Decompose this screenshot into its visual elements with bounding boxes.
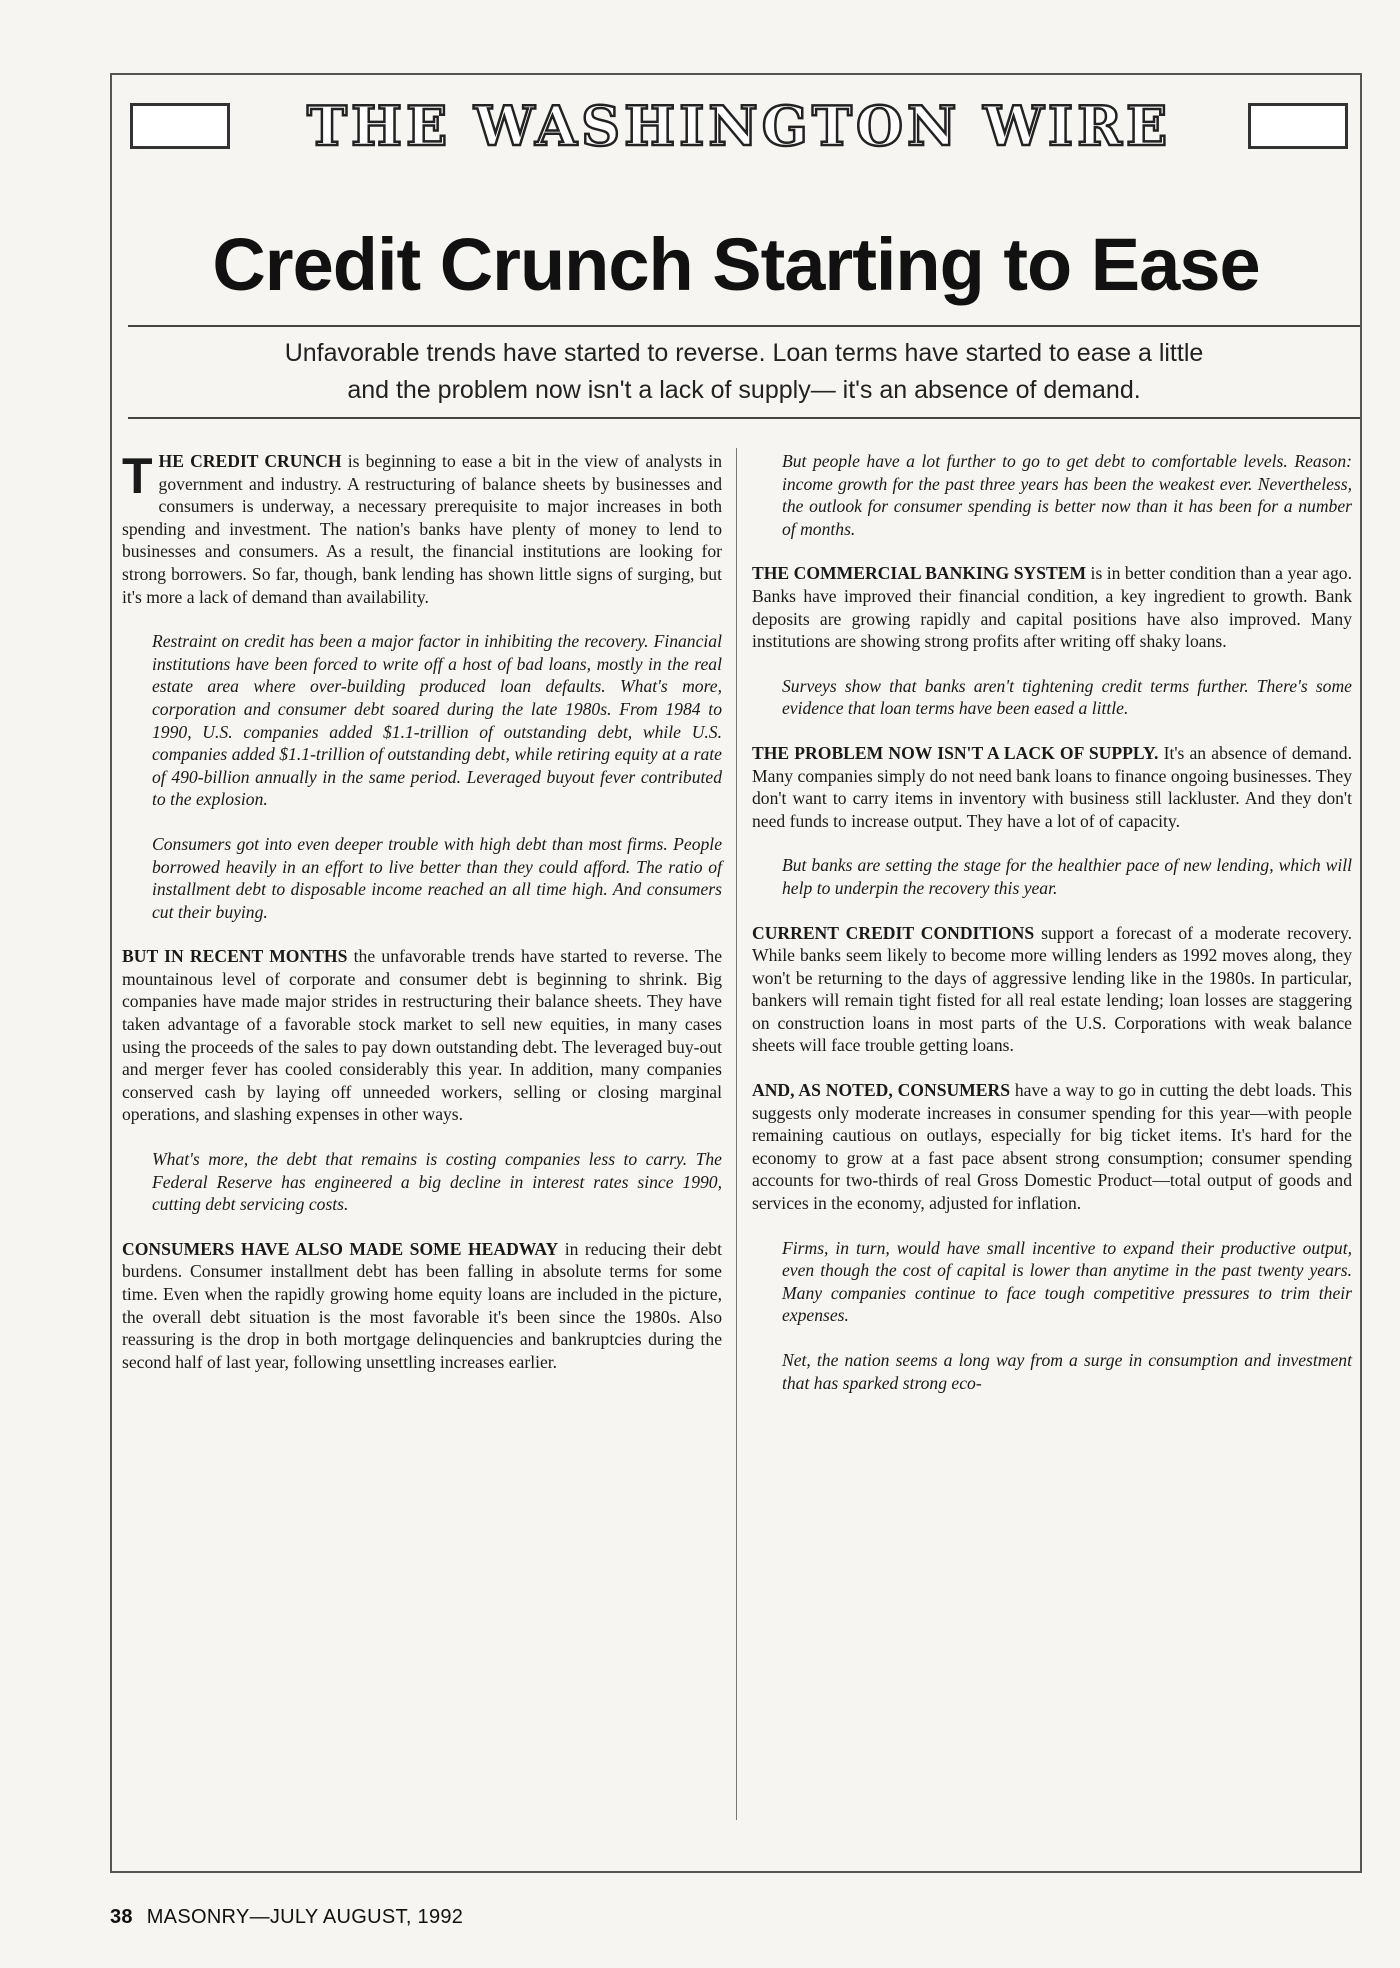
page-footer <box>110 1906 463 1929</box>
right-column <box>752 450 1352 1416</box>
paragraph-lead: THE COMMERCIAL BANKING SYSTEM <box>752 563 1087 584</box>
masthead-right-bar <box>1248 103 1348 149</box>
paragraph-lead: HE CREDIT CRUNCH <box>158 451 342 471</box>
left-column <box>122 450 722 1395</box>
paragraph <box>752 922 1352 1058</box>
italic-paragraph: But banks are setting the stage for the healthier pace of new lending, which will help to underpin the recovery this year. <box>782 855 1352 898</box>
paragraph-body: support a forecast of a moderate recovery. While banks seem likely to become more willing lenders as 1992 moves along, they won't be returning to the days of aggressive lending like in the 1980s. In particular, bankers will remain tight fisted for all real estate lending; loan losses are staggering on construction loans in most parts of the U.S. Corporations with weak balance sheets will face trouble getting loans. <box>752 922 1353 1056</box>
paragraph-lead: THE PROBLEM NOW ISN'T A LACK OF SUPPLY. <box>752 742 1159 763</box>
publication-info: MASONRY—JULY AUGUST, 1992 <box>146 1906 464 1928</box>
paragraph-body: have a way to go in cutting the debt loads. This suggests only moderate increases in consumer spending for this year—with people remaining cautious on outlays, especially for big ticket items. It's hard for the economy to grow at a fast pace absent strong consumption; consumer spending accounts for two-thirds of real Gross Domestic Product—total output of goods and services in the economy, adjusted for inflation. <box>752 1080 1352 1214</box>
page-number: 38 <box>110 1906 133 1928</box>
divider-rule <box>128 417 1360 419</box>
masthead <box>130 94 1348 158</box>
paragraph-lead: BUT IN RECENT MONTHS <box>122 946 348 967</box>
italic-paragraph: Firms, in turn, would have small incentive to expand their productive output, even though the cost of capital is lower than anytime in the past twenty years. Many companies continue to face tough competitive pressures to trim their expenses. <box>782 1237 1352 1326</box>
paragraph <box>122 450 722 608</box>
paragraph-body: is in better condition than a year ago. Banks have improved their financial condition, a key ingredient to growth. Bank deposits are growing rapidly and capital positions have also improved. Many institutions are showing strong profits after writing off shaky loans. <box>752 563 1352 652</box>
paragraph-lead: CONSUMERS HAVE ALSO MADE SOME HEADWAY <box>122 1238 559 1259</box>
paragraph <box>122 945 722 1126</box>
paragraph <box>752 742 1352 832</box>
paragraph-lead: AND, AS NOTED, CONSUMERS <box>752 1080 1011 1101</box>
article-headline: Credit Crunch Starting to Ease <box>212 223 1260 306</box>
italic-paragraph: Consumers got into even deeper trouble with high debt than most firms. People borrowed heavily in an effort to live better than they could afford. The ratio of installment debt to disposable income reached an all time high. And consumers cut their buying. <box>152 833 722 922</box>
italic-paragraph: But people have a lot further to go to get debt to comfortable levels. Reason: income growth for the past three years has been the weakest ever. Nevertheless, the outlook for consumer spending is better now than it has been for a number of months. <box>782 451 1352 539</box>
column-divider <box>736 448 737 1820</box>
paragraph <box>752 1079 1352 1215</box>
divider-rule <box>128 325 1360 327</box>
deck-line-2: and the problem now isn't a lack of supply— it's an absence of demand. <box>347 376 1141 404</box>
paragraph <box>122 1238 722 1374</box>
masthead-left-bar <box>130 103 230 149</box>
paragraph-body: the unfavorable trends have started to reverse. The mountainous level of corporate and consumer debt is beginning to shrink. Big companies have made major strides in restructuring their balance sheets. They have taken advantage of a favorable stock market to sell new equities, in many cases using the proceeds of the sales to pay down outstanding debt. The leveraged buy-out and merger fever has cooled considerably this year. In addition, many companies conserved cash by laying off unneeded workers, selling or closing marginal operations, and slashing expenses in other ways. <box>122 946 723 1125</box>
paragraph-body: is beginning to ease a bit in the view of analysts in government and industry. A restructuring of balance sheets by businesses and consumers is underway, a necessary prerequisite to major increases in both spending and investment. The nation's banks have plenty of money to lend to businesses and consumers. As a result, the financial institutions are looking for strong borrowers. So far, though, bank lending has shown little signs of surging, but it's more a lack of demand than availability. <box>122 451 722 607</box>
italic-paragraph: Surveys show that banks aren't tightening credit terms further. There's some evidence that loan terms have been eased a little. <box>782 675 1352 719</box>
italic-paragraph: What's more, the debt that remains is costing companies less to carry. The Federal Reserve has engineered a big decline in interest rates since 1990, cutting debt servicing costs. <box>152 1149 722 1215</box>
masthead-title: THE WASHINGTON WIRE <box>306 94 1172 158</box>
italic-paragraph: Net, the nation seems a long way from a surge in consumption and investment that has sparked strong eco- <box>782 1350 1352 1393</box>
paragraph-body: in reducing their debt burdens. Consumer installment debt has been falling in absolute terms for some time. Even when the rapidly growing home equity loans are included in the picture, the overall debt situation is the most favorable it's been since the 1980s. Also reassuring is the drop in both mortgage delinquencies and bankruptcies during the second half of last year, following unsettling increases earlier. <box>122 1238 722 1372</box>
article-deck <box>128 335 1360 409</box>
paragraph-body: It's an absence of demand. Many companies simply do not need bank loans to finance ongoing businesses. They don't want to carry items in inventory with business still lackluster. And they don't need funds to increase output. They have a lot of of capacity. <box>752 742 1352 831</box>
italic-paragraph: Restraint on credit has been a major factor in inhibiting the recovery. Financial institutions have been forced to write off a host of bad loans, mostly in the real estate area where over-building produced loan defaults. What's more, corporation and consumer debt soared during the late 1980s. From 1984 to 1990, U.S. companies added $1.1-trillion of outstanding debt, while U.S. companies added $1.1-trillion of outstanding debt, while retiring equity at a rate of 490-billion annually in the same period. Leveraged buyout fever contributed to the explosion. <box>152 631 722 810</box>
paragraph-lead: CURRENT CREDIT CONDITIONS <box>752 922 1035 943</box>
paragraph <box>752 562 1352 652</box>
deck-line-1: Unfavorable trends have started to reverse. Loan terms have started to ease a little <box>284 339 1204 367</box>
drop-cap: T <box>122 448 153 504</box>
